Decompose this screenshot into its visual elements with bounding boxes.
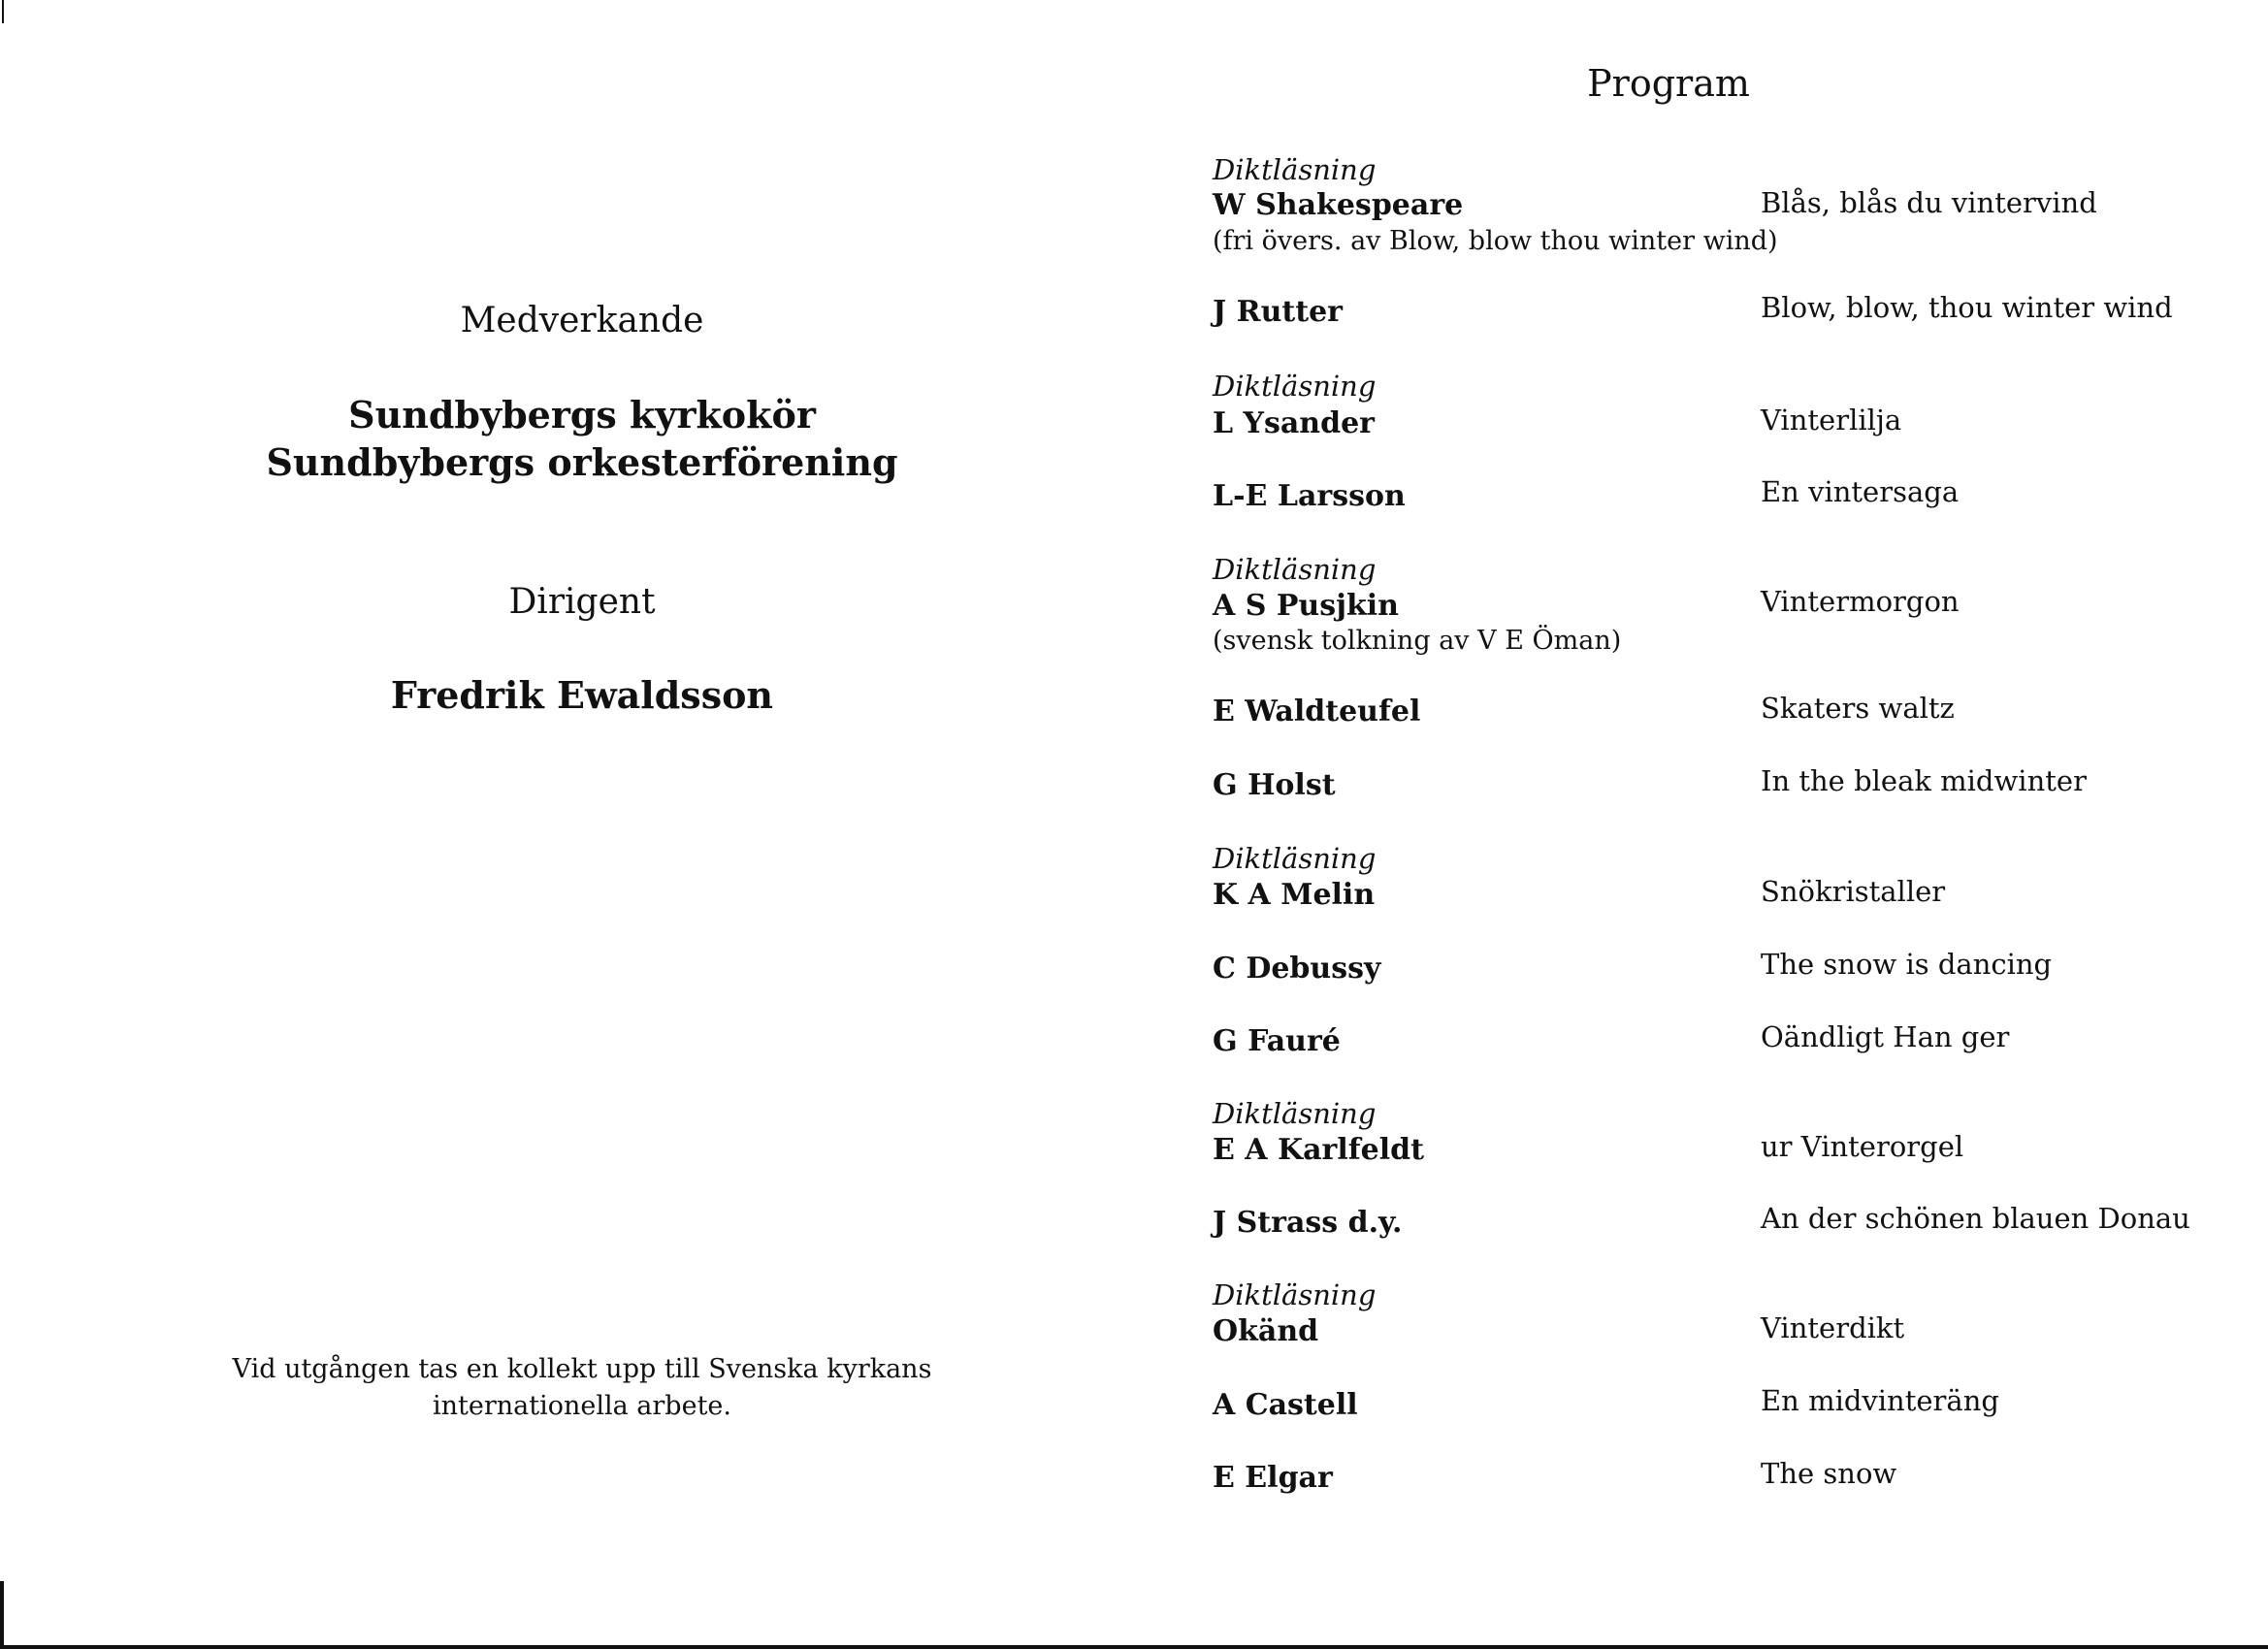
participants-heading: Medverkande	[460, 301, 704, 340]
program-entry	[1213, 370, 2231, 440]
scan-edge-mark	[0, 1581, 4, 1649]
composer-name: K A Melin	[1213, 878, 1376, 912]
poetry-reading-label: Diktläsning	[1213, 842, 1377, 875]
work-title: An der schönen blauen Donau	[1761, 1202, 2190, 1235]
program-entry	[1213, 692, 2231, 762]
poetry-reading-label: Diktläsning	[1213, 1097, 1377, 1130]
scan-bottom-edge	[0, 1645, 2268, 1649]
work-title: Vinterdikt	[1761, 1311, 1905, 1344]
work-title: En vintersaga	[1761, 475, 1960, 508]
work-title: Skaters waltz	[1761, 692, 1955, 725]
work-title: In the bleak midwinter	[1761, 764, 2087, 797]
program-entry	[1213, 842, 2231, 910]
composer-name: L-E Larsson	[1213, 479, 1406, 513]
program-entry	[1213, 1020, 2231, 1092]
work-title: The snow	[1761, 1457, 1897, 1490]
work-title: Snökristaller	[1761, 875, 1946, 908]
work-title: The snow is dancing	[1761, 948, 2053, 981]
work-title: En midvinteräng	[1761, 1384, 1999, 1417]
performer-orchestra: Sundbybergs orkesterförening	[266, 440, 898, 484]
composer-name: E Elgar	[1213, 1461, 1333, 1495]
scan-top-mark	[2, 0, 4, 23]
work-title: Blow, blow, thou winter wind	[1761, 291, 2173, 324]
program-entry	[1213, 291, 2231, 363]
program-entry	[1213, 948, 2231, 1019]
program-entry	[1213, 153, 2231, 256]
poetry-reading-label: Diktläsning	[1213, 153, 1377, 186]
composer-name: A S Pusjkin	[1213, 589, 1399, 623]
collection-note-line-2: internationella arbete.	[433, 1391, 731, 1421]
poetry-reading-label: Diktläsning	[1213, 1278, 1377, 1311]
performer-choir: Sundbybergs kyrkokör	[348, 393, 816, 436]
work-title: Vinterlilja	[1761, 404, 1902, 436]
participants-panel	[155, 0, 1009, 1649]
composer-name: E Waldteufel	[1213, 695, 1421, 728]
program-entry	[1213, 1457, 2231, 1529]
program-entry	[1213, 764, 2231, 836]
program-entry	[1213, 1384, 2231, 1456]
program-entry	[1213, 475, 2231, 547]
composer-name: A Castell	[1213, 1388, 1358, 1422]
composer-name: G Fauré	[1213, 1024, 1341, 1058]
program-entry	[1213, 1202, 2231, 1274]
work-title: Vintermorgon	[1761, 585, 1960, 618]
program-title: Program	[1587, 62, 1750, 105]
poetry-reading-label: Diktläsning	[1213, 370, 1377, 403]
composer-name: W Shakespeare	[1213, 188, 1464, 222]
composer-name: J Rutter	[1213, 295, 1343, 329]
composer-name: J Strass d.y.	[1213, 1206, 1403, 1240]
work-title: Blås, blås du vintervind	[1761, 186, 2097, 219]
program-entry	[1213, 1278, 2231, 1346]
work-title: ur Vinterorgel	[1761, 1130, 1964, 1163]
translation-note: (fri övers. av Blow, blow thou winter wind)	[1213, 226, 1778, 256]
program-entry	[1213, 553, 2231, 656]
composer-name: C Debussy	[1213, 952, 1381, 986]
conductor-heading: Dirigent	[508, 582, 656, 622]
collection-note-line-1: Vid utgången tas en kollekt upp till Svenska kyrkans	[232, 1354, 932, 1384]
work-title: Oändligt Han ger	[1761, 1020, 2010, 1053]
program-entry	[1213, 1097, 2231, 1165]
composer-name: Okänd	[1213, 1314, 1319, 1348]
composer-name: E A Karlfeldt	[1213, 1133, 1424, 1167]
conductor-name: Fredrik Ewaldsson	[390, 673, 774, 717]
poetry-reading-label: Diktläsning	[1213, 553, 1377, 586]
composer-name: L Ysander	[1213, 406, 1375, 440]
composer-name: G Holst	[1213, 768, 1336, 802]
translation-note: (svensk tolkning av V E Öman)	[1213, 626, 1622, 656]
